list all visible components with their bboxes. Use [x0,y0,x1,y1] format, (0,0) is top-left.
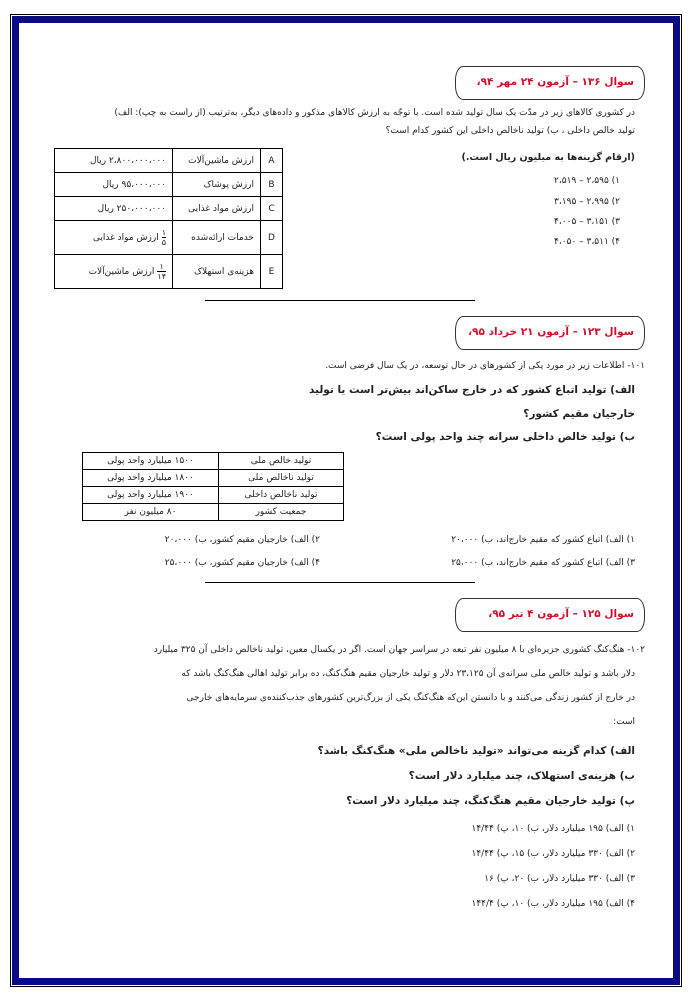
table-cell: ۱۸۰۰ میلیارد واحد پولی [83,470,219,487]
table-row [55,197,283,221]
question-stem: دلار باشد و تولید خالص ملی سرانه‌ی آن ۲۳،۱۲۵ دلار و تولید خارجیان مقیم هنگ‌کنگ، ده برابر تولید اهالی هنگ‌کنگ باشد که [181,669,635,679]
table-cell: تولید خالص ملی [219,453,344,470]
option-4: ۴) ۳،۵۱۱ – ۴،۰۵۰ [554,237,620,247]
option-2: ۲) ۲،۹۹۵ – ۳،۱۹۵ [554,197,620,207]
table-cell: ۱۹۰۰ میلیارد واحد پولی [83,487,219,504]
table-row [55,221,283,255]
table-cell: C [261,197,283,221]
table-cell: ارزش مواد غذایی [173,197,261,221]
option-1: ۱) ۲،۵۹۵ – ۲،۵۱۹ [554,176,620,186]
table-cell: تولید ناخالص داخلی [219,487,344,504]
table-cell: ۲،۸۰۰،۰۰۰،۰۰۰ ریال [55,149,173,173]
question-banner: سوال ۱۳۶ – آزمون ۲۴ مهر ۹۴، [455,66,645,100]
table-cell: جمعیت کشور [219,504,344,521]
option-4: ۴) الف) خارجیان مقیم کشور، ب) ۲۵،۰۰۰ [164,558,320,568]
question-part-b: ب) هزینه‌ی استهلاک، چند میلیارد دلار است؟ [408,770,635,782]
question-part-a: الف) تولید اتباع کشور که در خارج ساکن‌اند بیش‌تر است یا تولید [309,384,635,396]
question-part-a: الف) کدام گزینه می‌تواند «تولید ناخالص ملی» هنگ‌کنگ باشد؟ [317,745,635,757]
table-cell: ۸۰ میلیون نفر [83,504,219,521]
table-row [83,470,344,487]
goods-table [54,148,283,289]
table-row [55,173,283,197]
economy-table [82,452,344,521]
question-stem: تولید خالص داخلی ، ب) تولید ناخالص داخلی این کشور کدام است؟ [385,126,635,136]
table-cell: $\frac{۱}{۱۴}$ ارزش ماشین‌آلات [55,255,173,289]
question-banner: سوال ۱۲۳ – آزمون ۲۱ خرداد ۹۵، [455,316,645,350]
table-cell: D [261,221,283,255]
option-3: ۳) الف) اتباع کشور که مقیم خارج‌اند، ب) ۲۵،۰۰۰ [451,558,635,568]
question-stem: در خارج از کشور زندگی می‌کنند و با دانستن این‌که هنگ‌کنگ یکی از بزرگ‌ترین کشورهای جذب‌کننده‌ی سرمایه‌های خارجی [186,693,635,703]
text: ۱ [157,262,166,272]
table-cell: ۹۵،۰۰۰،۰۰۰ ریال [55,173,173,197]
table-cell: تولید ناخالص ملی [219,470,344,487]
table-cell: ارزش ماشین‌آلات [173,149,261,173]
question-part-b: ب) تولید خالص داخلی سرانه چند واحد پولی است؟ [375,431,635,443]
question-banner: سوال ۱۲۵ – آزمون ۴ تیر ۹۵، [455,598,645,632]
divider [205,582,475,583]
table-cell: هزینه‌ی استهلاک [173,255,261,289]
question-stem: ۱۰۱- اطلاعات زیر در مورد یکی از کشورهای در حال توسعه، در یک سال فرضی است. [325,361,645,371]
text: ۱ [161,228,166,237]
question-part-a: خارجیان مقیم کشور؟ [523,408,635,420]
option-1: ۱) الف) ۱۹۵ میلیارد دلار، ب) ۱۰، پ) ۱۴/۴۴ [471,824,635,834]
table-cell: E [261,255,283,289]
table-cell: B [261,173,283,197]
option-3: ۳) الف) ۳۳۰ میلیارد دلار، ب) ۲۰، پ) ۱۶ [484,874,635,884]
option-1: ۱) الف) اتباع کشور که مقیم خارج‌اند، ب) ۲۰،۰۰۰ [451,535,635,545]
question-stem: ۱۰۲- هنگ‌کنگ کشوری جزیره‌ای با ۸ میلیون نفر تبعه در سراسر جهان است. اگر در یکسال معین، تولید ناخالص داخلی آن ۳۲۵ میلیارد [153,645,645,655]
option-2: ۲) الف) خارجیان مقیم کشور، ب) ۲۰،۰۰۰ [164,535,320,545]
divider [205,300,475,301]
table-row [83,487,344,504]
fraction [157,262,166,281]
table-cell: $\frac{۱}{۵}$ ارزش مواد غذایی [55,221,173,255]
table-cell: ارزش پوشاک [173,173,261,197]
table-cell: ۱۵۰۰ میلیارد واحد پولی [83,453,219,470]
table-row [55,255,283,289]
option-2: ۲) الف) ۳۳۰ میلیارد دلار، ب) ۱۵، پ) ۱۴/۴۴ [471,849,635,859]
table-row [55,149,283,173]
option-3: ۳) ۳،۱۵۱ – ۴،۰۰۵ [554,217,620,227]
question-part-p: پ) تولید خارجیان مقیم هنگ‌کنگ، چند میلیارد دلار است؟ [346,795,635,807]
text: ۵ [161,238,166,247]
question-stem: است: [613,717,635,727]
table-row [83,453,344,470]
table-cell: خدمات ارائه‌شده [173,221,261,255]
table-row [83,504,344,521]
text: ۱۴ [157,272,166,281]
fraction [162,228,166,247]
table-cell: ۲۵۰،۰۰۰،۰۰۰ ریال [55,197,173,221]
question-stem: در کشوری کالاهای زیر در مدّت یک سال تولید شده است. با توجّه به ارزش کالاهای مذکور و داده‌های دیگر، به‌ترتیب (از راست به چپ): الف) [114,108,635,118]
table-cell: A [261,149,283,173]
question-note: (ارقام گزینه‌ها به میلیون ریال است.) [461,152,635,163]
option-4: ۴) الف) ۱۹۵ میلیارد دلار، ب) ۱۰، پ) ۱۴۴/۴ [471,899,635,909]
